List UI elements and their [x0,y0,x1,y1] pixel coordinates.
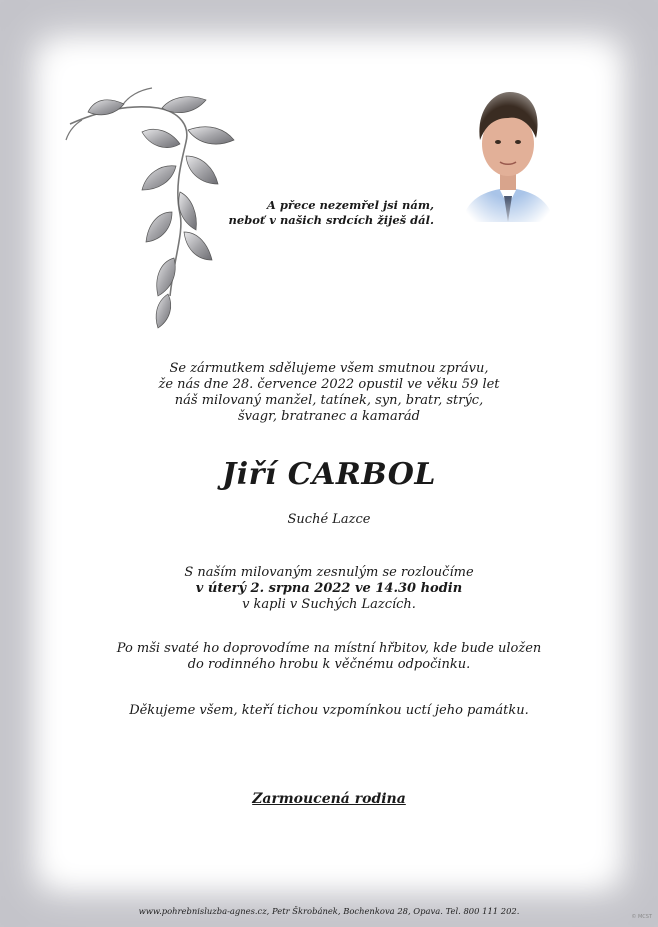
epigraph [224,198,434,228]
epigraph-line: A přece nezemřel jsi nám, [266,198,434,212]
place-text: Suché Lazce [287,512,371,527]
announcement [0,361,658,425]
leafy-branch-icon [62,82,240,332]
announcement-line: Se zármutkem sdělujeme všem smutnou zprávu, [169,361,489,376]
ceremony-location: v kapli v Suchých Lazcích. [242,597,416,612]
deceased-place [0,512,658,528]
portrait-photo [458,82,558,222]
footer-contact: www.pohrebnisluzba-agnes.cz, Petr Škrobánek, Bochenkova 28, Opava. Tel. 800 111 202. [138,906,520,916]
ceremony-date: v úterý 2. srpna 2022 ve 14.30 hodin [195,581,463,596]
ceremony-info [0,565,658,613]
family-text: Zarmoucená rodina [252,791,406,807]
thanks-note [0,703,658,719]
thanks-text: Děkujeme všem, kteří tichou vzpomínkou uctí jeho památku. [129,703,529,718]
burial-line: do rodinného hrobu k věčnému odpočinku. [187,657,471,672]
deceased-name: Jiří CARBOL [222,457,436,492]
burial-info [0,641,658,673]
family-signature [0,790,658,808]
announcement-line: švagr, bratranec a kamarád [238,409,420,424]
copyright-mark: © MCST [631,914,652,920]
announcement-line: že nás dne 28. července 2022 opustil ve věku 59 let [158,377,500,392]
announcement-line: náš milovaný manžel, tatínek, syn, bratr, strýc, [174,393,484,408]
burial-line: Po mši svaté ho doprovodíme na místní hřbitov, kde bude uložen [116,641,542,656]
ceremony-line: S naším milovaným zesnulým se rozloučíme [184,565,474,580]
epigraph-line: neboť v našich srdcích žiješ dál. [228,213,434,227]
